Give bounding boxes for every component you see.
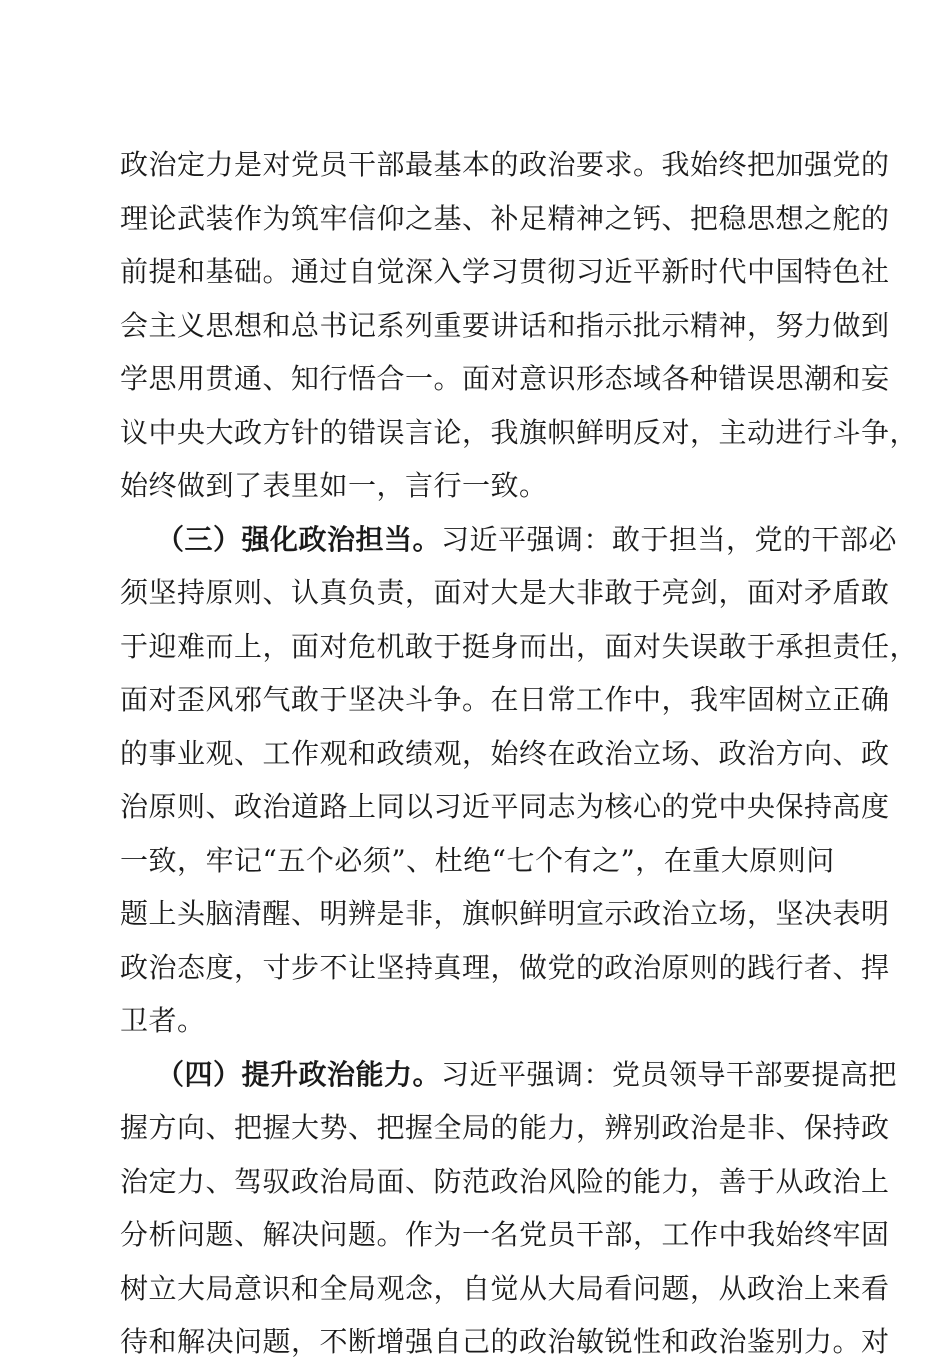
text-line: 治原则、政治道路上同以习近平同志为核心的党中央保持高度 [120, 790, 890, 823]
text-line: 前提和基础。通过自觉深入学习贯彻习近平新时代中国特色社 [120, 255, 890, 288]
text-line: 的事业观、工作观和政绩观，始终在政治立场、政治方向、政 [120, 736, 890, 770]
text-line: 面对歪风邪气敢于坚决斗争。在日常工作中，我牢固树立正确 [120, 683, 890, 716]
text-line: 须坚持原则、认真负责，面对大是大非敢于亮剑，面对矛盾敢 [120, 576, 890, 609]
text-line: 议中央大政方针的错误言论，我旗帜鲜明反对，主动进行斗争， [120, 415, 919, 449]
text-line: 政治态度，寸步不让坚持真理，做党的政治原则的践行者、捍 [120, 950, 890, 984]
text-line: 学思用贯通、知行悟合一。面对意识形态域各种错误思潮和妄 [120, 362, 890, 395]
text-line: 始终做到了表里如一，言行一致。 [120, 469, 548, 502]
text-line: 理论武装作为筑牢信仰之基、补足精神之钙、把稳思想之舵的 [120, 201, 890, 235]
text-line: 政治定力是对党员干部最基本的政治要求。我始终把加强党的 [120, 148, 890, 181]
text-line: 握方向、把握大势、把握全局的能力，辨别政治是非、保持政 [120, 1111, 890, 1144]
text-line: 一致，牢记“五个必须”、杜绝“七个有之”，在重大原则问 [120, 843, 835, 877]
text-line: 分析问题、解决问题。作为一名党员干部，工作中我始终牢固 [120, 1218, 890, 1251]
text-span: 习近平强调：敢于担当，党的干部必 [441, 522, 898, 556]
text-line: 卫者。 [120, 1004, 206, 1037]
document-body [120, 138, 919, 1369]
paragraph-first-line [120, 513, 898, 567]
section-heading: （四）提升政治能力。 [156, 1057, 442, 1091]
text-line: 治定力、驾驭政治局面、防范政治风险的能力，善于从政治上 [120, 1164, 890, 1198]
paragraph-first-line [120, 1048, 898, 1102]
text-span: 习近平强调：党员领导干部要提高把 [441, 1057, 898, 1091]
text-line: 树立大局意识和全局观念，自觉从大局看问题，从政治上来看 [120, 1271, 890, 1305]
text-line: 于迎难而上，面对危机敢于挺身而出，面对失误敢于承担责任， [120, 629, 919, 663]
text-line: 会主义思想和总书记系列重要讲话和指示批示精神，努力做到 [120, 308, 890, 342]
section-heading: （三）强化政治担当。 [156, 522, 442, 556]
text-line: 待和解决问题，不断增强自己的政治敏锐性和政治鉴别力。对 [120, 1325, 890, 1358]
text-line: 题上头脑清醒、明辨是非，旗帜鲜明宣示政治立场，坚决表明 [120, 897, 890, 930]
